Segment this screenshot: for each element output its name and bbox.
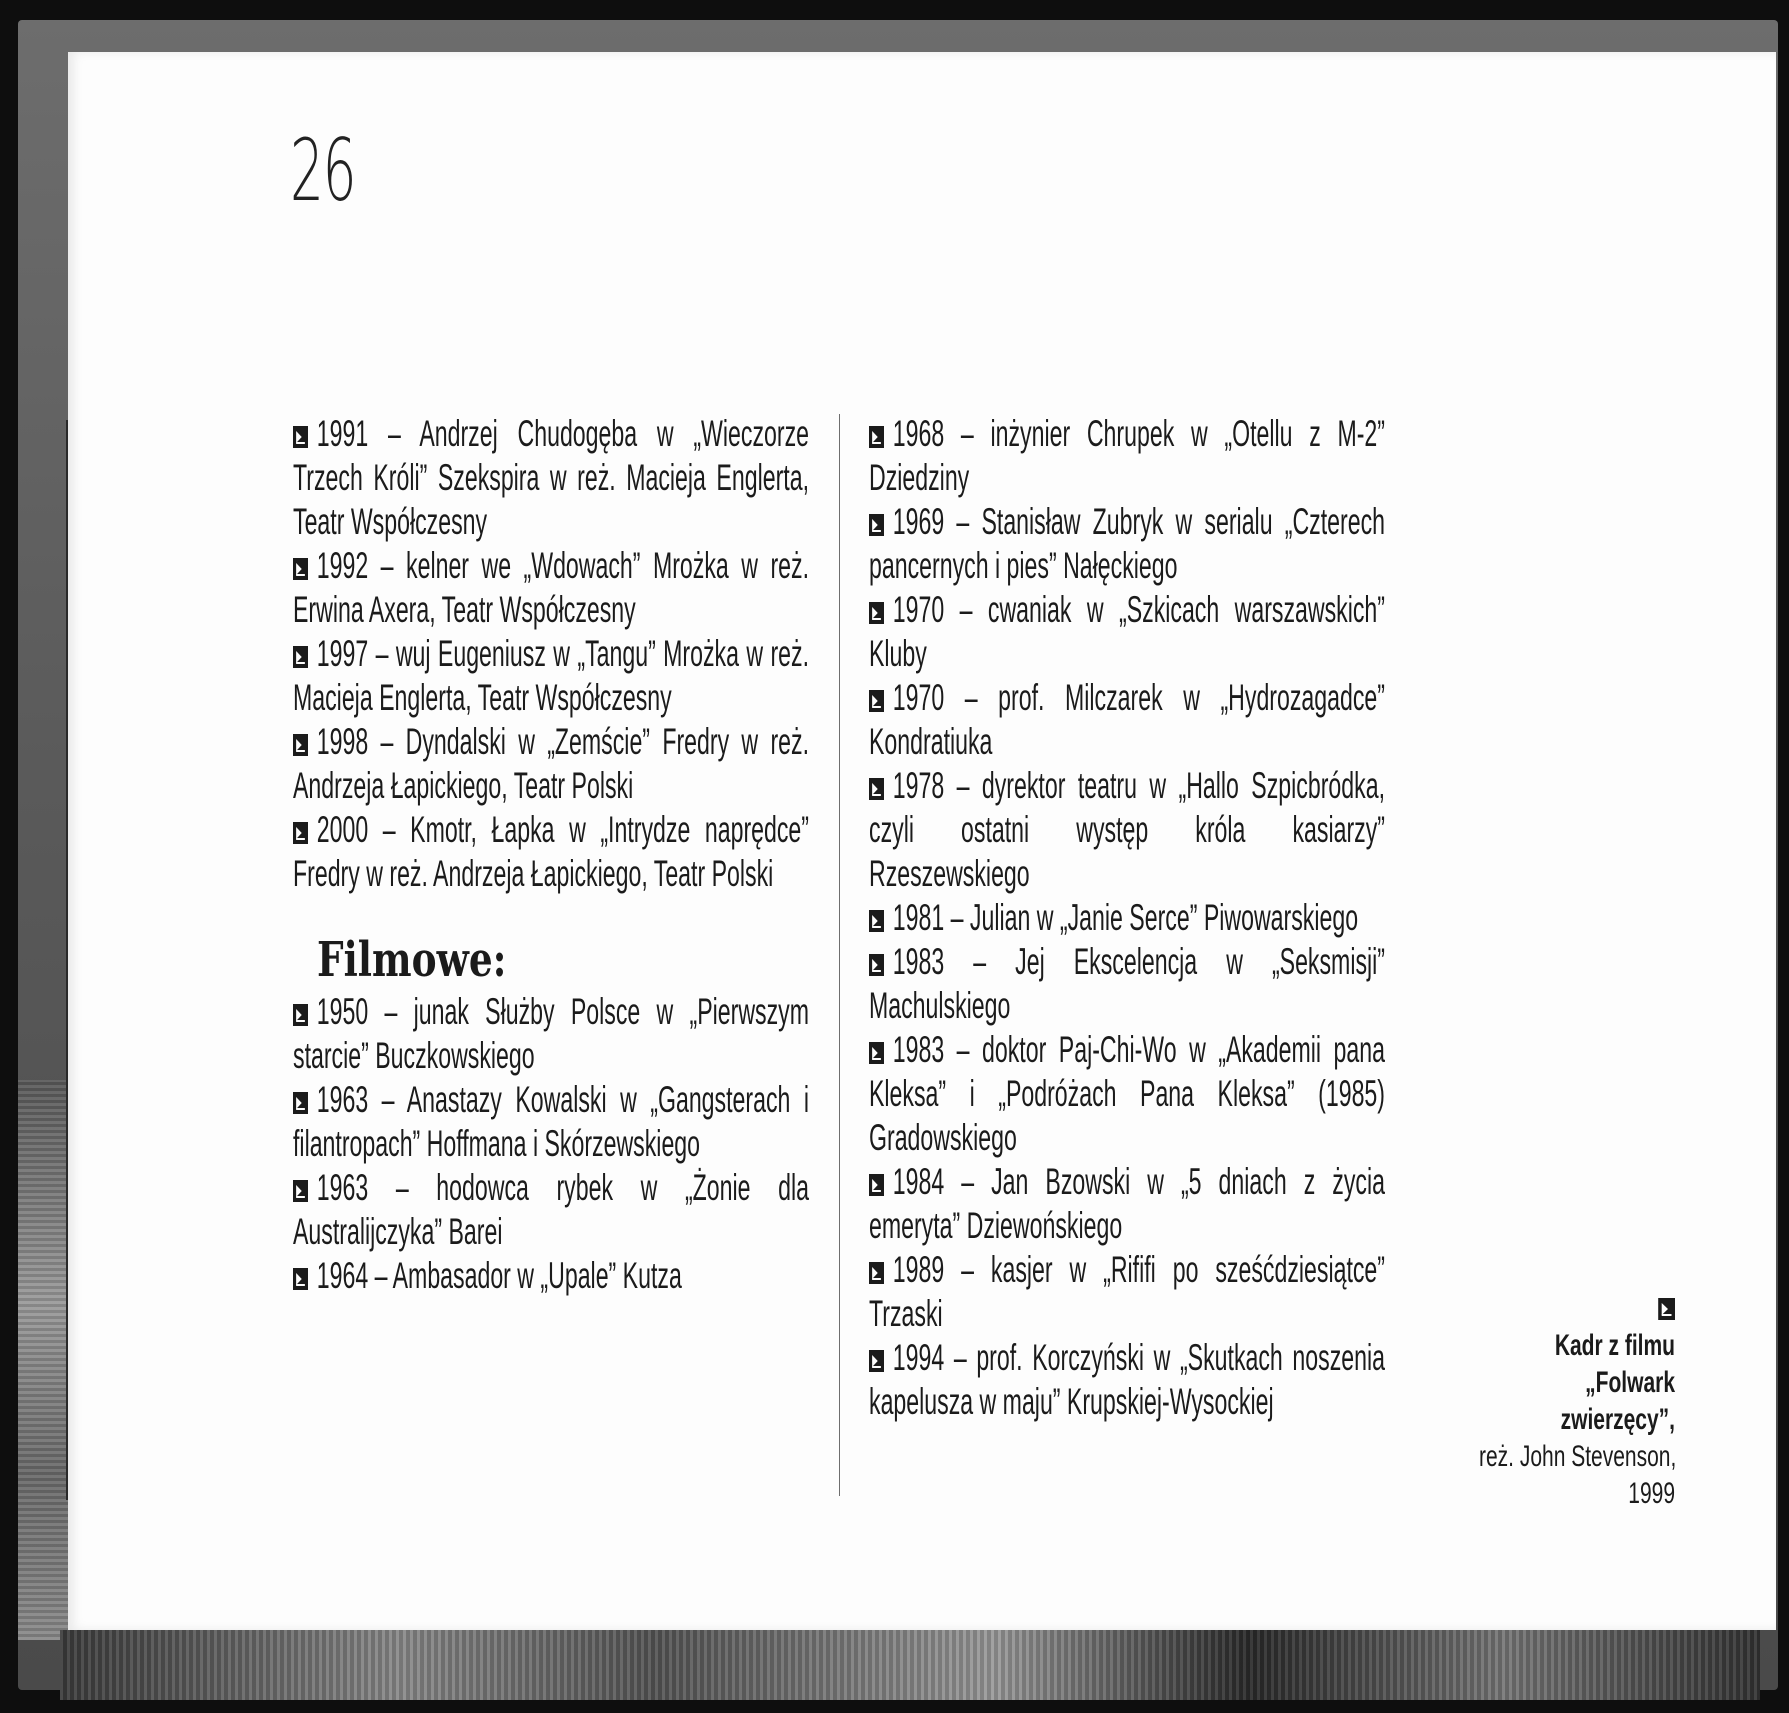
- list-item-content: [869, 1160, 1385, 1248]
- list-item-text: 1998 – Dyndalski w „Zemście” Fredry w reż. Andrzeja Łapickiego, Teatr Polski: [293, 721, 809, 806]
- list-item-text: 1981 – Julian w „Janie Serce” Piwowarskiego: [892, 897, 1359, 938]
- page-number: 26: [290, 121, 356, 221]
- list-item: [293, 1078, 809, 1166]
- list-item: [869, 1028, 1385, 1160]
- list-item: [293, 1166, 809, 1254]
- arrow-box-icon: [293, 558, 308, 580]
- caption-year: 1999: [1628, 1477, 1675, 1510]
- list-item-content: [293, 808, 809, 896]
- arrow-box-icon: [1658, 1298, 1675, 1320]
- theatre-list: [293, 412, 809, 896]
- arrow-box-icon: [869, 1042, 884, 1064]
- list-item: [869, 1160, 1385, 1248]
- list-item: [869, 676, 1385, 764]
- left-column: [293, 412, 809, 1298]
- arrow-box-icon: [293, 822, 308, 844]
- list-item-content: [869, 1336, 1385, 1424]
- section-heading: Filmowe:: [317, 932, 507, 988]
- list-item: [869, 1248, 1385, 1336]
- list-item: [293, 412, 809, 544]
- caption-title-3: zwierzęcy”,: [1560, 1403, 1675, 1436]
- caption-block: [1479, 1290, 1675, 1512]
- list-item-content: [293, 1078, 809, 1166]
- photo-caption: [1395, 1290, 1675, 1512]
- list-item-text: 1964 – Ambasador w „Upale” Kutza: [316, 1255, 682, 1296]
- arrow-box-icon: [869, 1174, 884, 1196]
- list-item-text: 1963 – Anastazy Kowalski w „Gangsterach i filantropach” Hoffmana i Skórzewskiego: [293, 1079, 809, 1164]
- arrow-box-icon: [293, 1180, 308, 1202]
- page-edge-line: [66, 420, 68, 1500]
- caption-title-2: „Folwark: [1585, 1366, 1675, 1399]
- list-item-content: [869, 588, 1385, 676]
- list-item-content: [293, 1254, 809, 1298]
- list-item-content: [293, 632, 809, 720]
- arrow-box-icon: [869, 602, 884, 624]
- film-list-left: [293, 990, 809, 1298]
- list-item-content: [869, 764, 1385, 896]
- list-item-text: 1978 – dyrektor teatru w „Hallo Szpicbródka, czyli ostatni występ króla kasiarzy” Rzeszewskiego: [869, 765, 1385, 894]
- list-item: [869, 500, 1385, 588]
- arrow-box-icon: [869, 1262, 884, 1284]
- list-item: [869, 588, 1385, 676]
- list-item-text: 1968 – inżynier Chrupek w „Otellu z M-2” Dziedziny: [869, 413, 1385, 498]
- list-item-content: [869, 500, 1385, 588]
- list-item-text: 1983 – Jej Ekscelencja w „Seksmisji” Machulskiego: [869, 941, 1385, 1026]
- list-item-text: 1991 – Andrzej Chudogęba w „Wieczorze Trzech Króli” Szekspira w reż. Macieja Englerta, Teatr Współczesny: [293, 413, 809, 542]
- list-item-content: [869, 896, 1385, 940]
- list-item-text: 1997 – wuj Eugeniusz w „Tangu” Mrożka w reż. Macieja Englerta, Teatr Współczesny: [293, 633, 809, 718]
- arrow-box-icon: [869, 954, 884, 976]
- list-item-text: 1994 – prof. Korczyński w „Skutkach noszenia kapelusza w maju” Krupskiej-Wysockiej: [869, 1337, 1385, 1422]
- list-item-content: [869, 676, 1385, 764]
- caption-title-1: Kadr z filmu: [1554, 1329, 1675, 1362]
- arrow-box-icon: [293, 646, 308, 668]
- list-item: [869, 940, 1385, 1028]
- list-item-content: [293, 412, 809, 544]
- list-item-text: 1970 – cwaniak w „Szkicach warszawskich” Kluby: [869, 589, 1385, 674]
- list-item-text: 1983 – doktor Paj-Chi-Wo w „Akademii pana Kleksa” i „Podróżach Pana Kleksa” (1985) Gradowskiego: [869, 1029, 1385, 1158]
- list-item-content: [869, 1248, 1385, 1336]
- photo-strip-bottom: [60, 1630, 1760, 1700]
- arrow-box-icon: [293, 734, 308, 756]
- list-item: [293, 632, 809, 720]
- list-item-content: [869, 412, 1385, 500]
- arrow-box-icon: [869, 910, 884, 932]
- arrow-box-icon: [869, 690, 884, 712]
- list-item-text: 1992 – kelner we „Wdowach” Mrożka w reż. Erwina Axera, Teatr Współczesny: [293, 545, 809, 630]
- list-item: [293, 808, 809, 896]
- list-item-content: [869, 940, 1385, 1028]
- arrow-box-icon: [293, 1268, 308, 1290]
- list-item-content: [293, 990, 809, 1078]
- list-item-text: 1950 – junak Służby Polsce w „Pierwszym starcie” Buczkowskiego: [293, 991, 809, 1076]
- arrow-box-icon: [869, 778, 884, 800]
- arrow-box-icon: [293, 1092, 308, 1114]
- list-item: [293, 720, 809, 808]
- list-item: [869, 1336, 1385, 1424]
- arrow-box-icon: [293, 1004, 308, 1026]
- right-column: [869, 412, 1385, 1424]
- caption-director: reż. John Stevenson,: [1479, 1440, 1677, 1473]
- list-item: [293, 990, 809, 1078]
- list-item-text: 1989 – kasjer w „Rififi po sześćdziesiątce” Trzaski: [869, 1249, 1385, 1334]
- photo-strip-left: [18, 1080, 70, 1640]
- arrow-box-icon: [293, 426, 308, 448]
- list-item: [869, 764, 1385, 896]
- caption-icon-line: [1479, 1290, 1675, 1327]
- list-item: [869, 896, 1385, 940]
- arrow-box-icon: [869, 514, 884, 536]
- list-item-text: 1969 – Stanisław Zubryk w serialu „Czterech pancernych i pies” Nałęckiego: [869, 501, 1385, 586]
- arrow-box-icon: [869, 426, 884, 448]
- list-item-text: 1963 – hodowca rybek w „Żonie dla Australijczyka” Barei: [293, 1167, 809, 1252]
- list-item-content: [293, 544, 809, 632]
- film-list-right: [869, 412, 1385, 1424]
- list-item-content: [293, 1166, 809, 1254]
- list-item: [869, 412, 1385, 500]
- list-item: [293, 1254, 809, 1298]
- list-item-text: 1970 – prof. Milczarek w „Hydrozagadce” Kondratiuka: [869, 677, 1385, 762]
- column-divider: [839, 414, 840, 1496]
- list-item-content: [293, 720, 809, 808]
- list-item-text: 1984 – Jan Bzowski w „5 dniach z życia emeryta” Dziewońskiego: [869, 1161, 1385, 1246]
- list-item-text: 2000 – Kmotr, Łapka w „Intrydze naprędce” Fredry w reż. Andrzeja Łapickiego, Teatr Polski: [293, 809, 809, 894]
- list-item: [293, 544, 809, 632]
- arrow-box-icon: [869, 1350, 884, 1372]
- list-item-content: [869, 1028, 1385, 1160]
